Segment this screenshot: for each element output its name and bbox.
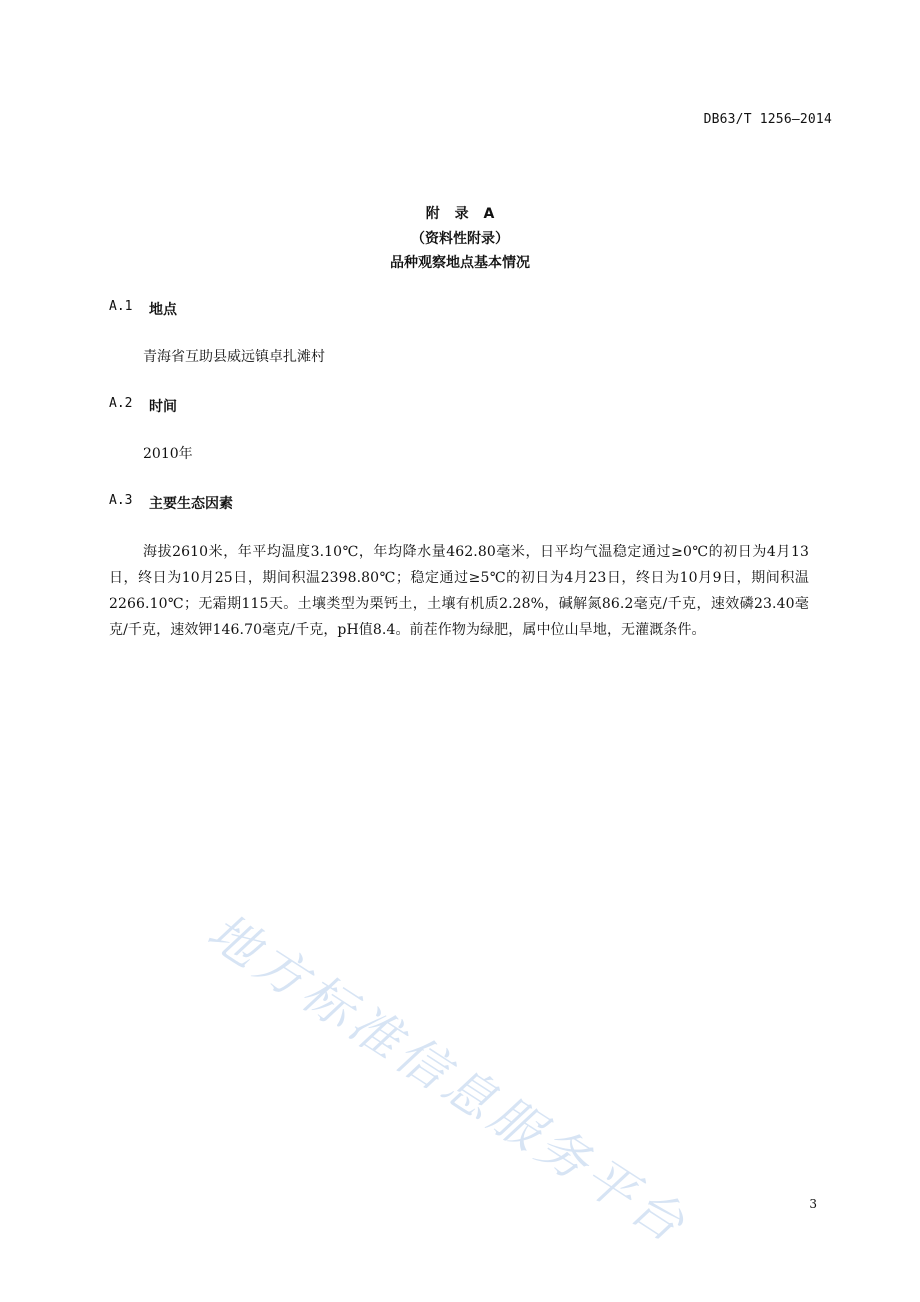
appendix-subtitle: （资料性附录） [411,231,509,247]
section-heading-a3 [109,493,233,513]
appendix-title: 附 录 A [425,206,495,222]
section-title: 地点 [149,302,177,318]
section-heading-a1 [109,299,177,319]
document-code: DB63/T 1256—2014 [703,112,832,127]
section-heading-a2 [109,396,177,416]
section-title: 时间 [149,399,177,415]
page-number: 3 [809,1197,817,1211]
section-number: A.3 [109,493,133,508]
section-number: A.1 [109,299,133,314]
time-text: 2010年 [143,446,193,462]
location-text: 青海省互助县威远镇卓扎滩村 [143,349,325,365]
section-number: A.2 [109,396,133,411]
section-title: 主要生态因素 [149,496,233,512]
watermark: 地方标准信息服务平台 [197,902,699,1256]
appendix-heading: 品种观察地点基本情况 [390,255,530,271]
ecological-factors-paragraph: 海拔2610米，年平均温度3.10℃，年均降水量462.80毫米，日平均气温稳定通过≥0℃的初日为4月13日，终日为10月25日，期间积温2398.80℃；稳定通过≥5℃的初日为4月23日，终日为10月9日，期间积温2266.10℃；无霜期115天。土壤类型为栗钙土，土壤有机质2.28%，碱解氮86.2毫克/千克，速效磷23.40毫克/千克，速效钾146.70毫克/千克，pH值8.4。前茬作物为绿肥，属中位山旱地，无灌溉条件。 [109,544,809,638]
